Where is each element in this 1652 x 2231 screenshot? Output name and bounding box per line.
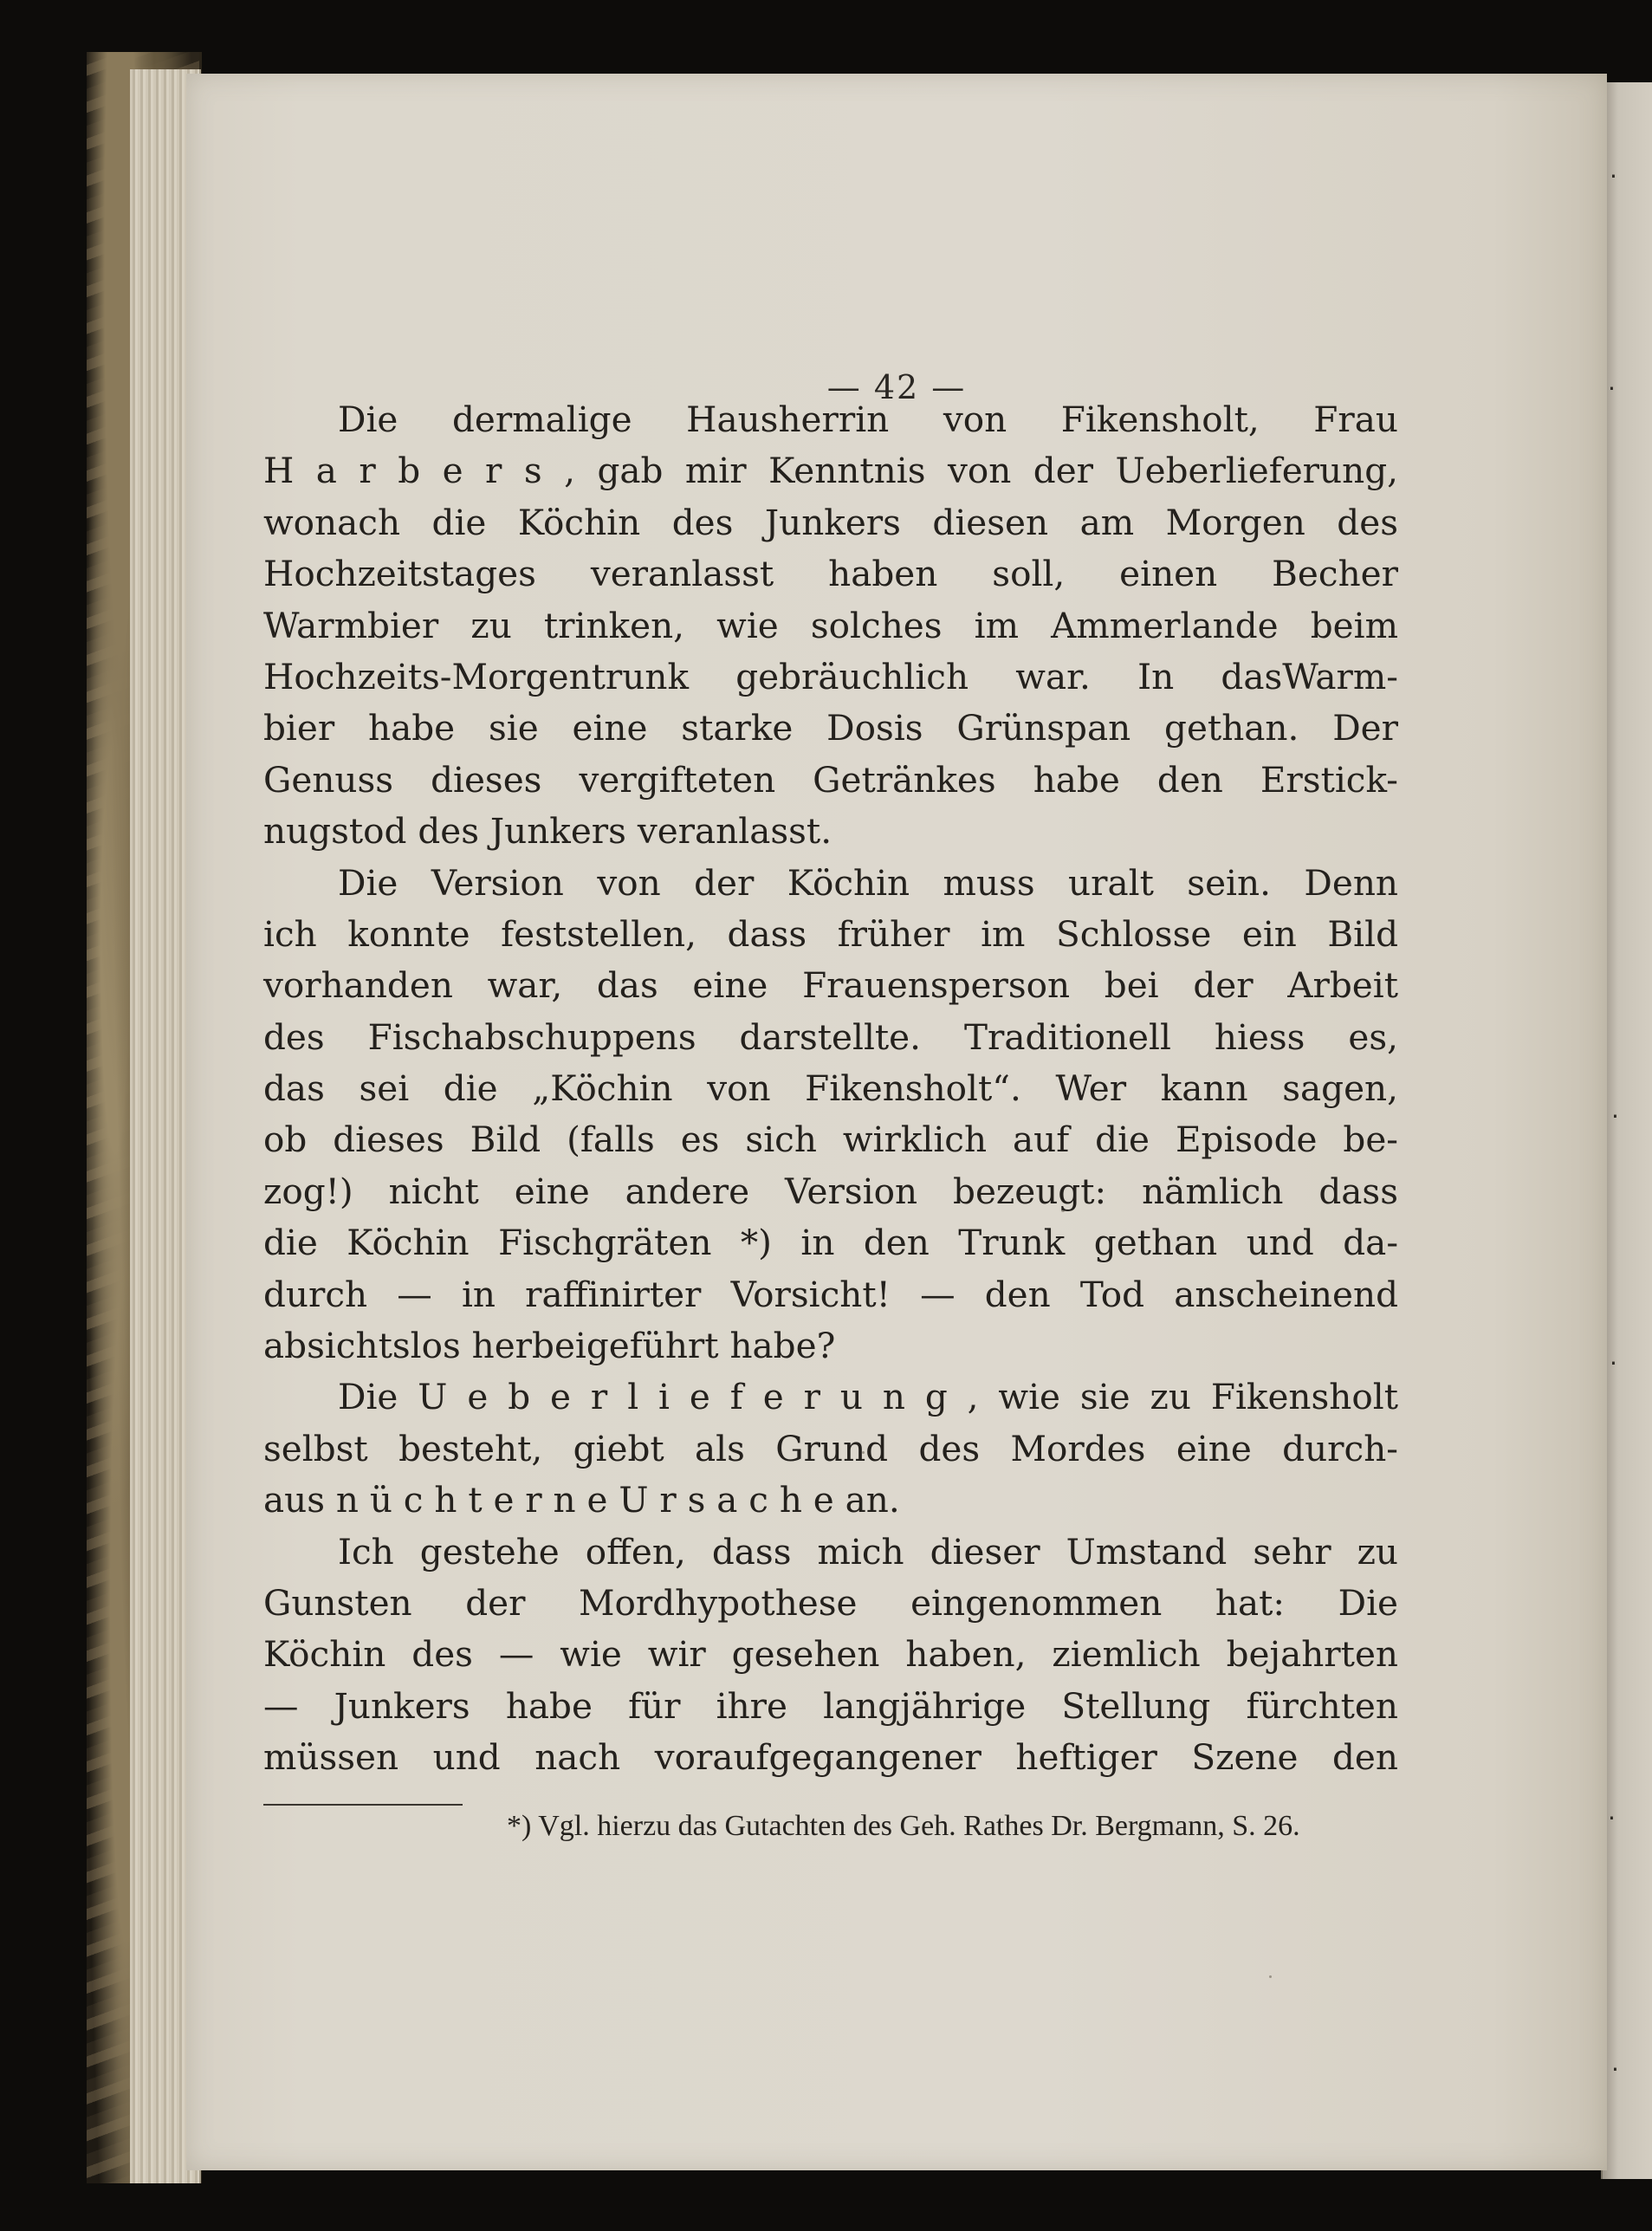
text-line: selbst besteht, giebt als Grund des Mordes eine durch- <box>263 1427 1398 1469</box>
text-line: Die Version von der Köchin muss uralt sein. Denn <box>338 861 1398 904</box>
text-line: müssen und nach voraufgegangener heftiger Szene den <box>263 1736 1398 1779</box>
gutter-mark: · <box>1610 1349 1617 1378</box>
gutter-mark: · <box>1611 1102 1619 1131</box>
gutter-mark: · <box>1608 374 1616 403</box>
body-text <box>263 394 1398 1784</box>
text-line: Die U e b e r l i e f e r u n g , wie sie zu Fikensholt <box>338 1376 1398 1418</box>
paper-speck <box>1269 1975 1272 1978</box>
text-line: zog!) nicht eine andere Version bezeugt: nämlich dass <box>263 1170 1398 1212</box>
text-line: ich konnte feststellen, dass früher im Schlosse ein Bild <box>263 912 1398 955</box>
text-line: des Fischabschuppens darstellte. Traditionell hiess es, <box>263 1015 1398 1058</box>
footnote: *) Vgl. hierzu das Gutachten des Geh. Rathes Dr. Bergmann, S. 26. <box>507 1810 1300 1842</box>
text-line: ob dieses Bild (falls es sich wirklich auf die Episode be- <box>263 1119 1398 1161</box>
text-line: Ich gestehe offen, dass mich dieser Umstand sehr zu <box>338 1530 1398 1573</box>
text-line: Die dermalige Hausherrin von Fikensholt, Frau <box>338 399 1398 440</box>
text-line: H a r b e r s , gab mir Kenntnis von der Ueberlieferung, <box>263 450 1398 492</box>
text-line: bier habe sie eine starke Dosis Grünspan gethan. Der <box>263 707 1398 749</box>
text-line: aus n ü c h t e r n e U r s a c h e an. <box>263 1479 900 1521</box>
text-line: Köchin des — wie wir gesehen haben, ziemlich bejahrten <box>263 1633 1398 1676</box>
text-line: Hochzeits-Morgentrunk gebräuchlich war. In dasWarm- <box>263 655 1398 697</box>
facing-page-strip <box>1601 82 1652 2179</box>
text-line: durch — in raffinirter Vorsicht! — den Tod anscheinend <box>263 1273 1398 1315</box>
gutter-mark: · <box>1610 162 1617 191</box>
text-line: Hochzeitstages veranlasst haben soll, einen Becher <box>263 553 1398 595</box>
gutter-mark: · <box>1611 2055 1619 2084</box>
text-line: die Köchin Fischgräten *) in den Trunk gethan und da- <box>263 1222 1398 1264</box>
text-line: Gunsten der Mordhypothese eingenommen hat: Die <box>263 1581 1398 1624</box>
text-line: — Junkers habe für ihre langjährige Stellung fürchten <box>263 1684 1398 1727</box>
footnote-rule <box>263 1804 463 1806</box>
gutter-mark: · <box>1608 1804 1616 1832</box>
text-line: absichtslos herbeigeführt habe? <box>263 1325 836 1367</box>
page-number-text: — 42 — <box>826 368 967 406</box>
text-line: Genuss dieses vergifteten Getränkes habe den Erstick- <box>263 758 1398 801</box>
text-line: nugstod des Junkers veranlasst. <box>263 810 832 853</box>
text-line: das sei die „Köchin von Fikensholt“. Wer kann sagen, <box>263 1067 1398 1110</box>
text-line: Warmbier zu trinken, wie solches im Ammerlande beim <box>263 604 1398 646</box>
text-line: vorhanden war, das eine Frauensperson bei der Arbeit <box>263 964 1398 1007</box>
text-line: wonach die Köchin des Junkers diesen am Morgen des <box>263 501 1398 543</box>
